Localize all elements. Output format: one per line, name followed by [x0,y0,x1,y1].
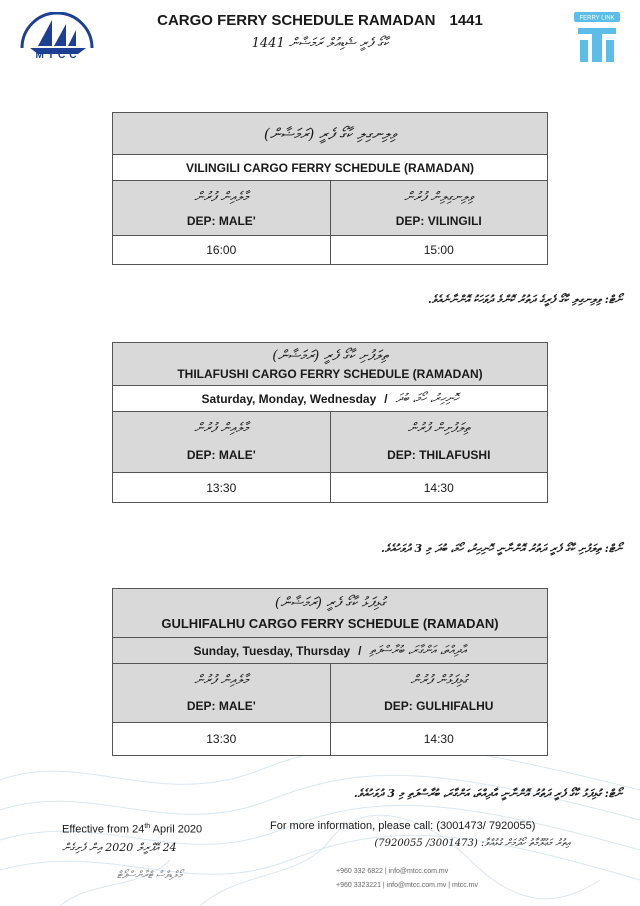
effective-suffix: April 2020 [150,823,203,836]
effective-prefix: Effective from 24 [62,823,145,836]
schedule-title-block [113,589,547,638]
gulhifalhu-note: ނޯޓް: ގުޅިފަޅު ކާގޯ ފެރީ ދަތުރު އޮންނާނީ އާދިއްތަ، އަންގާރަ، ބުރާސްފަތި މި 3 ދުވަހުއެވެ. [353,787,622,800]
time-row [113,236,547,264]
departure-right-col [330,181,548,235]
page-title-text: CARGO FERRY SCHEDULE RAMADAN [157,12,436,29]
thilafushi-schedule-table [112,342,548,503]
more-info-thaana: އިތުރު މަޢުލޫމާތު ހޯދުމަށް ގުޅުއްވާ: (3001473/ 7920055) [374,838,570,849]
vilingili-note: ނޯޓް: ވިލިނގިލި ކާގޯ ފެރީގެ ދަތުރު ކޮންމެ ދުވަހަކު އޮންނާނެއެވެ. [427,293,622,306]
dep-right-label: DEP: GULHIFALHU [384,699,494,713]
time-right: 15:00 [330,236,548,264]
schedule-days: Sunday, Tuesday, Thursday [193,643,351,658]
dep-right-label: DEP: THILAFUSHI [387,448,491,462]
dep-right-label: DEP: VILINGILI [395,214,482,228]
time-left: 13:30 [206,480,237,495]
gulhifalhu-schedule-table [112,588,548,756]
dep-right-thaana: ތިލަފުށިން ފުރުން [407,421,470,436]
schedule-days-thaana: ހޮނިހިރު، ހޯމަ، ބުދަ [395,391,459,405]
departure-left-col [113,412,330,472]
page-title [130,12,510,29]
schedule-days: Saturday, Monday, Wednesday [201,391,377,406]
dep-left-label: DEP: MALE' [186,448,256,462]
time-right: 14:30 [330,473,548,502]
time-right: 14:30 [330,723,548,755]
dep-right-thaana: ވިލިނގިލިން ފުރުން [404,190,474,205]
days-separator: / [384,391,388,406]
mtcc-logo-text: MTCC [35,50,81,61]
more-info-text: For more information, please call: (3001473/ 7920055) [270,820,536,832]
departure-right-col [330,412,548,472]
schedule-title: GULHIFALHU CARGO FERRY SCHEDULE (RAMADAN) [161,616,499,631]
page-title-year: 1441 [449,12,483,29]
contact-line-2: +960 3323221 | info@mtcc.com.mv | mtcc.mv [336,882,479,889]
dep-right-thaana: ގުޅިފަޅުން ފުރުން [410,673,468,688]
days-separator: / [358,643,362,658]
time-row [113,473,547,502]
page-title-thaana: ކާގޯ ފެރީ ޝެޑިއުލް ރަމަޟާން 1441 [251,36,389,51]
dep-left-thaana: މާލެއިން ފުރުން [194,421,249,436]
departure-header-row [113,412,547,473]
dep-left-thaana: މާލެއިން ފުރުން [194,190,249,205]
time-row [113,723,547,755]
departure-left-col [113,181,330,235]
effective-sup: th [144,823,151,830]
schedule-title-thaana: ވިލިނގިލި ކާގޯ ފެރީ (ރަމަޟާން) [113,113,547,155]
effective-date [62,823,202,836]
schedule-days-thaana: އާދިއްތަ، އަންގާރަ، ބުރާސްފަތި [369,643,467,657]
dep-left-label: DEP: MALE' [186,214,256,228]
thilafushi-note: ނޯޓް: ތިލަފުށި ކާގޯ ފެރީ ދަތުރު އޮންނާނީ ހޮނިހިރު، ހޯމަ، ބުދަ މި 3 ދުވަހުއެވެ. [381,542,622,555]
departure-left-col [113,664,330,722]
ferry-link-logo-text: FERRY LINK [579,15,615,22]
schedule-days-row [113,638,547,664]
schedule-title: VILINGILI CARGO FERRY SCHEDULE (RAMADAN) [113,155,547,181]
time-left: 16:00 [206,243,237,257]
schedule-title-thaana: ގުޅިފަޅު ކާގޯ ފެރީ (ރަމަޟާން) [274,595,386,611]
departure-right-col [330,664,548,722]
dep-left-thaana: މާލެއިން ފުރުން [194,673,249,688]
departure-header-row [113,664,547,723]
effective-date-thaana: 24 އޭޕްރީލް 2020 އިން ފެށިގެން [62,841,177,854]
time-left: 13:30 [206,732,237,746]
schedule-title-block [113,343,547,386]
dep-left-label: DEP: MALE' [186,699,256,713]
company-name-thaana: މޯލްޑިވްސް ޓްރާންސްޕޯޓް [116,870,182,881]
vilingili-schedule-table [112,112,548,265]
schedule-days-row [113,386,547,412]
schedule-title: THILAFUSHI CARGO FERRY SCHEDULE (RAMADAN) [177,367,483,381]
schedule-title-thaana: ތިލަފުށި ކާގޯ ފެރީ (ރަމަޟާން) [272,348,388,364]
ferry-link-logo-icon [572,12,622,64]
departure-header-row [113,181,547,236]
contact-line-1: +960 332 6822 | info@mtcc.com.mv [336,868,449,875]
